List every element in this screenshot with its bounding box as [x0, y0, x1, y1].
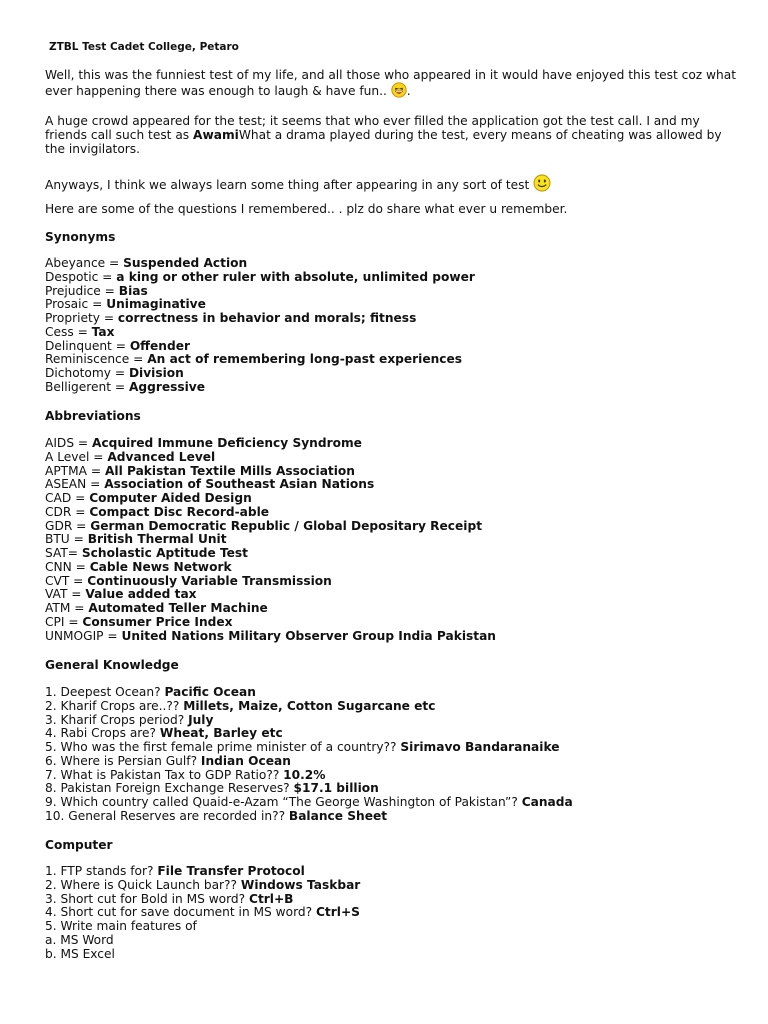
smiley-icon	[533, 174, 549, 190]
intro-text-2a: A huge crowd appeared for the test; it seems that who ever filled the application got the test call. I and my friends call such test as	[45, 114, 700, 142]
list-item	[45, 934, 360, 948]
item-term: 1. FTP stands for?	[45, 864, 158, 878]
general-knowledge-list	[45, 686, 573, 824]
laughing-smiley-icon	[391, 82, 407, 98]
item-term: Prejudice =	[45, 283, 119, 298]
list-item	[45, 755, 573, 769]
item-answer: File Transfer Protocol	[157, 864, 305, 878]
list-item	[45, 367, 475, 381]
item-term: Reminiscence =	[45, 352, 148, 367]
item-answer: All Pakistan Textile Mills Association	[104, 463, 355, 478]
list-item	[45, 810, 573, 824]
list-item	[45, 920, 360, 934]
list-item	[45, 285, 475, 299]
computer-heading: Computer	[45, 838, 113, 852]
list-item	[45, 533, 496, 547]
item-term: Prosaic =	[45, 297, 107, 312]
list-item	[45, 588, 496, 602]
abbreviations-heading: Abbreviations	[45, 409, 141, 423]
item-answer: Balance Sheet	[288, 808, 388, 823]
intro-text-2b: What a drama played during the test, every means of cheating was allowed by the invigilators.	[45, 128, 722, 156]
list-item	[45, 616, 496, 630]
item-answer: Automated Teller Machine	[88, 601, 268, 615]
item-answer: Compact Disc Record-able	[89, 504, 270, 519]
item-term: AIDS =	[45, 436, 93, 450]
intro-text-1-end: .	[406, 84, 411, 98]
list-item	[45, 381, 475, 395]
item-term: CAD =	[45, 491, 90, 505]
item-answer: Acquired Immune Deficiency Syndrome	[92, 436, 362, 450]
item-term: 2. Where is Quick Launch bar??	[45, 877, 241, 892]
item-term: VAT =	[45, 587, 86, 602]
item-term: 9. Which country called Quaid-e-Azam “The George Washington of Pakistan”?	[45, 795, 522, 809]
item-term: 8. Pakistan Foreign Exchange Reserves?	[45, 781, 294, 796]
list-item	[45, 727, 573, 741]
item-term: Dichotomy =	[45, 366, 129, 380]
item-answer: Division	[128, 366, 184, 380]
item-answer: Ctrl+S	[315, 905, 360, 920]
list-item	[45, 948, 360, 962]
item-answer: British Thermal Unit	[87, 532, 227, 547]
item-answer: Millets, Maize, Cotton Sugarcane etc	[183, 698, 436, 713]
intro-awami: Awami	[193, 128, 239, 142]
item-term: 5. Who was the first female prime minister of a country??	[45, 740, 401, 754]
item-term: 3. Short cut for Bold in MS word?	[45, 891, 250, 906]
item-term: 4. Short cut for save document in MS word?	[45, 905, 316, 920]
list-item	[45, 561, 496, 575]
list-item	[45, 353, 475, 367]
item-term: CDR =	[45, 504, 90, 519]
item-term: GDR =	[45, 518, 91, 533]
list-item	[45, 893, 360, 907]
item-term: ATM =	[45, 601, 89, 615]
list-item	[45, 340, 475, 354]
item-answer: Canada	[521, 795, 573, 809]
item-answer: $17.1 billion	[293, 781, 379, 796]
item-answer: German Democratic Republic / Global Depositary Receipt	[90, 518, 483, 533]
document-title: ZTBL Test Cadet College, Petaro	[49, 41, 239, 53]
item-answer: Indian Ocean	[200, 753, 291, 768]
list-item	[45, 796, 573, 810]
item-term: Propriety =	[45, 311, 118, 325]
item-term: CPI =	[45, 614, 83, 629]
item-term: Abeyance =	[45, 256, 124, 270]
item-term: Delinquent =	[45, 338, 130, 353]
item-answer: Suspended Action	[123, 256, 248, 270]
item-term: CVT =	[45, 573, 88, 588]
item-answer: Scholastic Aptitude Test	[81, 546, 249, 560]
item-answer: Bias	[118, 283, 148, 298]
list-item	[45, 257, 475, 271]
list-item	[45, 437, 496, 451]
item-term: 6. Where is Persian Gulf?	[45, 753, 201, 768]
list-item	[45, 686, 573, 700]
item-term: 10. General Reserves are recorded in??	[45, 808, 289, 823]
item-answer: July	[188, 712, 214, 727]
intro-paragraph-2	[45, 114, 745, 156]
list-item	[45, 714, 573, 728]
intro-text-1: Well, this was the funniest test of my life, and all those who appeared in it would have enjoyed this test coz what ever happening there was enough to laugh & have fun..	[45, 68, 736, 98]
item-term: APTMA =	[45, 463, 105, 478]
list-item	[45, 700, 573, 714]
item-answer: United Nations Military Observer Group India Pakistan	[121, 628, 496, 643]
item-answer: Unimaginative	[106, 297, 206, 312]
list-item	[45, 465, 496, 479]
list-item	[45, 602, 496, 616]
item-term: 1. Deepest Ocean?	[45, 685, 165, 699]
item-answer: An act of remembering long-past experiences	[147, 352, 463, 367]
item-answer: Advanced Level	[107, 449, 216, 464]
item-answer: Value added tax	[85, 587, 197, 602]
item-term: Belligerent =	[45, 379, 129, 394]
item-term: 4. Rabi Crops are?	[45, 726, 160, 741]
list-item	[45, 782, 573, 796]
item-term: A Level =	[45, 449, 108, 464]
item-answer: Cable News Network	[89, 559, 232, 574]
synonyms-heading: Synonyms	[45, 230, 116, 244]
item-answer: a king or other ruler with absolute, unlimited power	[116, 269, 475, 284]
list-item	[45, 547, 496, 561]
item-term: 3. Kharif Crops period?	[45, 712, 189, 727]
item-term: 7. What is Pakistan Tax to GDP Ratio??	[45, 767, 284, 782]
item-term: ASEAN =	[45, 477, 105, 492]
synonyms-list	[45, 257, 475, 395]
item-answer: Sirimavo Bandaranaike	[400, 740, 560, 754]
intro-paragraph-1	[45, 68, 745, 98]
item-answer: Computer Aided Design	[89, 491, 252, 505]
list-item	[45, 451, 496, 465]
list-item	[45, 769, 573, 783]
item-answer: Continuously Variable Transmission	[87, 573, 332, 588]
item-term: 2. Kharif Crops are..??	[45, 698, 184, 713]
item-answer: Pacific Ocean	[164, 685, 256, 699]
list-item	[45, 879, 360, 893]
item-answer: Tax	[91, 324, 115, 339]
item-term: BTU =	[45, 532, 88, 547]
list-item	[45, 741, 573, 755]
item-answer: correctness in behavior and morals; fitness	[117, 311, 417, 325]
general-knowledge-heading: General Knowledge	[45, 658, 179, 672]
item-answer: Ctrl+B	[249, 891, 294, 906]
item-term: SAT=	[45, 546, 82, 560]
list-item	[45, 298, 475, 312]
intro-text-3: Anyways, I think we always learn some thing after appearing in any sort of test	[45, 178, 530, 192]
item-answer: Consumer Price Index	[82, 614, 233, 629]
list-item	[45, 506, 496, 520]
list-item	[45, 575, 496, 589]
list-item	[45, 865, 360, 879]
list-item	[45, 906, 360, 920]
item-term: CNN =	[45, 559, 90, 574]
item-answer: Windows Taskbar	[240, 877, 361, 892]
list-item	[45, 630, 496, 644]
list-item	[45, 520, 496, 534]
item-term: Despotic =	[45, 269, 117, 284]
item-term: 5. Write main features of	[45, 919, 197, 933]
intro-paragraph-4: Here are some of the questions I remembered.. . plz do share what ever u remember.	[45, 202, 568, 216]
computer-list	[45, 865, 360, 961]
list-item	[45, 312, 475, 326]
item-answer: 10.2%	[283, 767, 326, 782]
abbreviations-list	[45, 437, 496, 643]
list-item	[45, 492, 496, 506]
item-term: UNMOGIP =	[45, 628, 122, 643]
item-answer: Wheat, Barley etc	[159, 726, 283, 741]
item-term: Cess =	[45, 324, 92, 339]
intro-paragraph-3	[45, 174, 745, 192]
list-item	[45, 478, 496, 492]
item-answer: Aggressive	[128, 379, 206, 394]
item-term: b. MS Excel	[45, 946, 115, 961]
list-item	[45, 326, 475, 340]
item-term: a. MS Word	[45, 932, 114, 947]
item-answer: Offender	[129, 338, 190, 353]
item-answer: Association of Southeast Asian Nations	[104, 477, 375, 492]
list-item	[45, 271, 475, 285]
